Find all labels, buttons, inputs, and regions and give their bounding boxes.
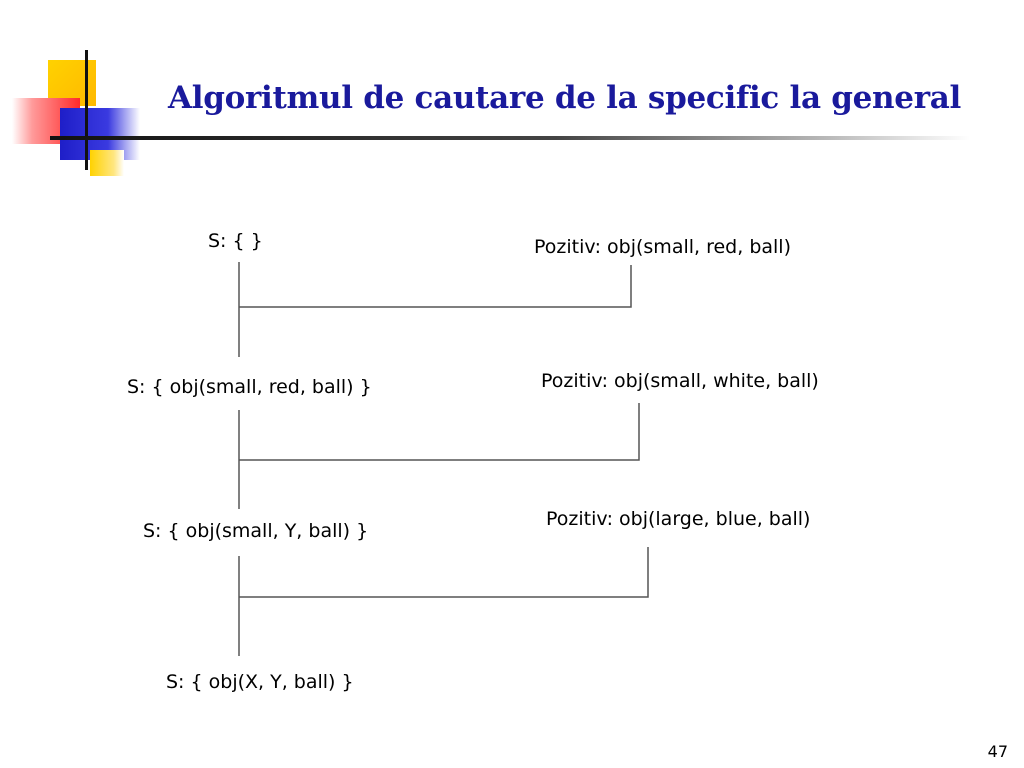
page-number: 47: [987, 742, 1008, 761]
connector-example3: [239, 547, 648, 597]
connector-example2: [239, 403, 639, 460]
positive-example-label: Pozitiv: obj(large, blue, ball): [546, 508, 811, 530]
state-label: S: { obj(small, Y, ball) }: [143, 520, 369, 542]
state-label: S: { obj(X, Y, ball) }: [166, 671, 354, 693]
connector-example1: [239, 265, 631, 307]
state-label: S: { }: [208, 230, 263, 252]
positive-example-label: Pozitiv: obj(small, white, ball): [541, 370, 819, 392]
slide-title: Algoritmul de cautare de la specific la general: [168, 80, 962, 116]
state-label: S: { obj(small, red, ball) }: [127, 376, 372, 398]
positive-example-label: Pozitiv: obj(small, red, ball): [534, 236, 791, 258]
